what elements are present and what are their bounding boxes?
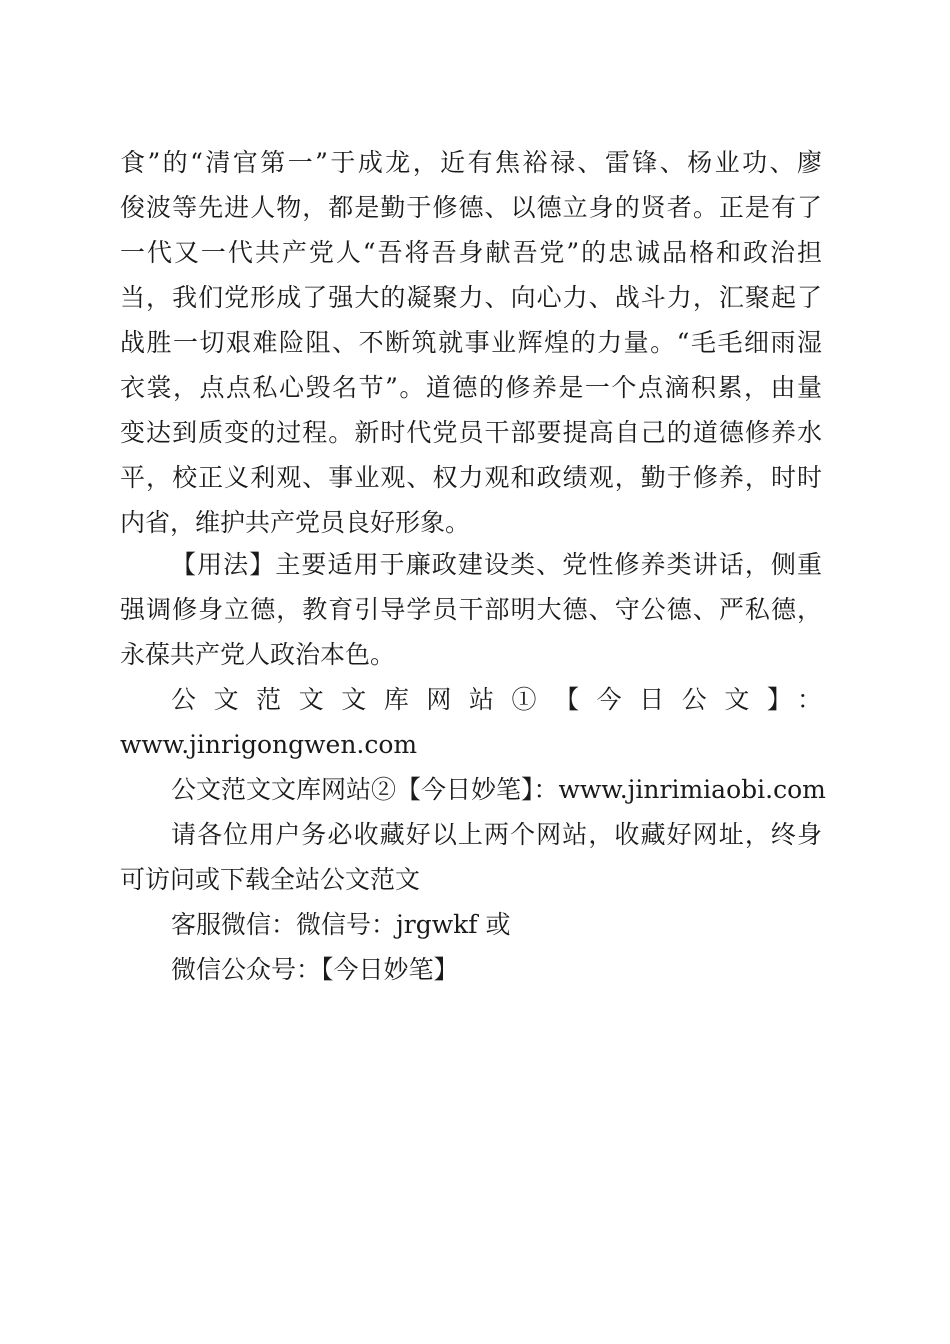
site1-url[interactable]: www.jinrigongwen.com bbox=[120, 730, 418, 759]
paragraph-line: 食”的“清官第一”于成龙，近有焦裕禄、雷锋、杨业功、廖 bbox=[120, 148, 822, 177]
paragraph-line: 战胜一切艰难险阻、不断筑就事业辉煌的力量。“毛毛细雨湿 bbox=[120, 328, 822, 357]
paragraph-line: 一代又一代共产党人“吾将吾身献吾党”的忠诚品格和政治担 bbox=[120, 238, 822, 267]
paragraph-line: 衣裳，点点私心毁名节”。道德的修养是一个点滴积累，由量 bbox=[120, 373, 822, 402]
usage-line: 强调修身立德，教育引导学员干部明大德、守公德、严私德， bbox=[120, 595, 822, 624]
body-paragraph bbox=[120, 140, 822, 545]
paragraph-line: 变达到质变的过程。新时代党员干部要提高自己的道德修养水 bbox=[120, 418, 822, 447]
usage-line: 【用法】主要适用于廉政建设类、党性修养类讲话，侧重 bbox=[171, 550, 822, 579]
official-account: 微信公众号：【今日妙笔】 bbox=[171, 955, 459, 984]
usage-paragraph bbox=[120, 542, 822, 677]
paragraph-line: 俊波等先进人物，都是勤于修德、以德立身的贤者。正是有了 bbox=[120, 193, 822, 222]
notice-line: 请各位用户务必收藏好以上两个网站，收藏好网址，终身 bbox=[171, 820, 822, 849]
paragraph-line: 平，校正义利观、事业观、权力观和政绩观，勤于修养，时时 bbox=[120, 463, 822, 492]
paragraph-line: 当，我们党形成了强大的凝聚力、向心力、战斗力，汇聚起了 bbox=[120, 283, 822, 312]
site-info bbox=[120, 677, 826, 992]
notice-line: 可访问或下载全站公文范文 bbox=[120, 865, 421, 894]
site2-info[interactable]: 公文范文文库网站②【今日妙笔】：www.jinrimiaobi.com bbox=[171, 775, 826, 804]
site1-title: 公文范文文库网站①【今日公文】： bbox=[171, 685, 822, 714]
usage-line: 永葆共产党人政治本色。 bbox=[120, 640, 396, 669]
wechat-id: 客服微信：微信号：jrgwkf 或 bbox=[171, 910, 511, 939]
paragraph-line: 内省，维护共产党员良好形象。 bbox=[120, 508, 471, 537]
